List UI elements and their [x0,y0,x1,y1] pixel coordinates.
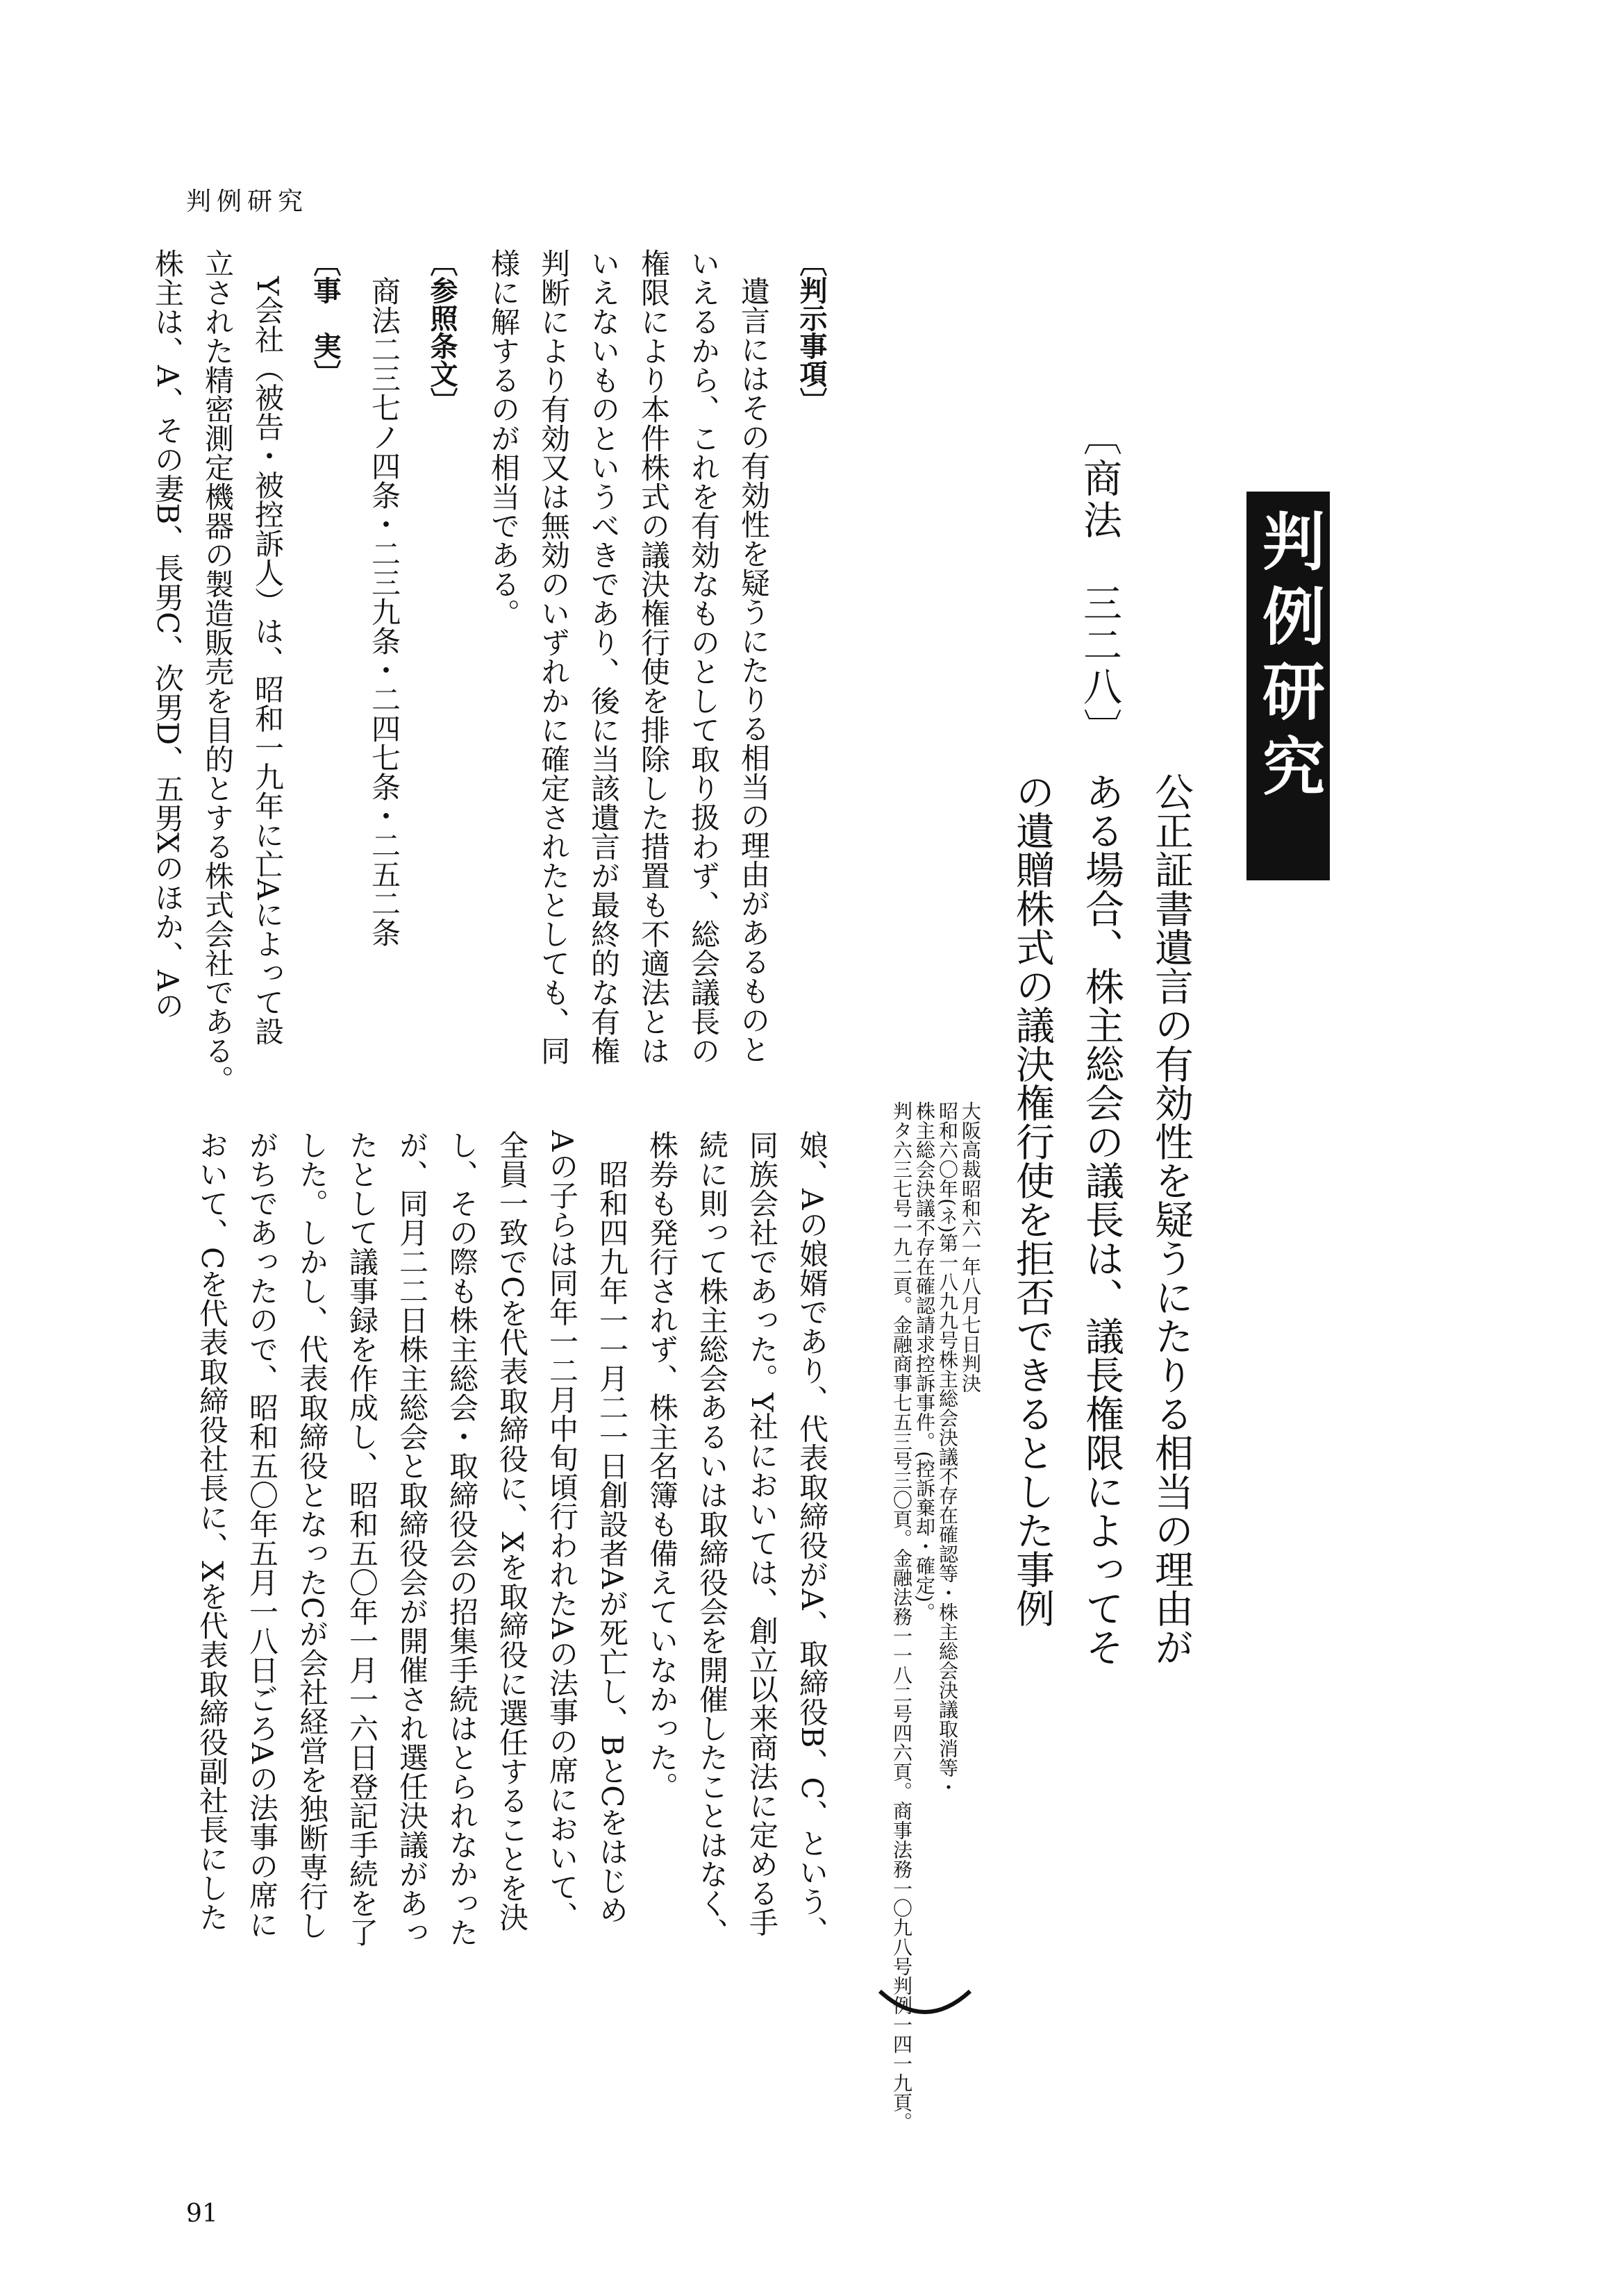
continuation-line-7: 全員一致でCを代表取締役に、Xを取締役に選任することを決 [495,1130,529,1932]
citation-line-4: 判タ六三七号一九二頁。金融商事七五三号三〇頁。金融法務一一八二号四六頁。商事法務一〇九八号判例一四一九頁。 [890,1101,913,2131]
continuation-line-12: がちであったので、昭和五〇年五月一八日ごろAの法事の席に [245,1130,279,1939]
continuation-line-8: し、その際も株主総会・取締役会の招集手続はとられなかった [445,1130,479,1947]
continuation-line-9: が、同月二二日株主総会と取締役会が開催され選任決議があっ [395,1130,429,1947]
page-number: 91 [186,2199,218,2228]
continuation-line-1: 娘、Aの娘婿であり、代表取締役がA、取締役B、C、という、 [795,1130,829,1945]
holding-line-3: 権限により本件株式の議決権行使を排除した措置も不適法とは [637,249,671,1065]
category-label: 〔商法 三二八〕 [1077,417,1122,750]
heading-statutes: 〔参照条文〕 [426,249,458,415]
title-box [1246,492,1330,880]
continuation-line-10: たとして議事録を作成し、昭和五〇年一月一六日登記手続を了 [345,1130,379,1947]
citation-line-3: 株主総会決議不存在確認請求控訴事件。(控訴棄却・確定)。 [913,1101,936,1622]
continuation-line-3: 続に則って株主総会あるいは取締役会を開催したことはなく、 [695,1130,729,1947]
continuation-line-4: 株券も発行されず、株主名簿も備えていなかった。 [645,1130,679,1801]
subject-line-1: 公正証書遺言の有効性を疑うにたりる相当の理由が [1149,772,1194,1666]
subject-line-2: ある場合、株主総会の議長は、議長権限によってそ [1079,772,1124,1666]
continuation-line-6: Aの子らは同年一二月中旬頃行われたAの法事の席において、 [545,1130,579,1931]
holding-line-1: 遺言にはその有効性を疑うにたりる相当の理由があるものと [737,276,771,1064]
holding-line-5: 判断により有効又は無効のいずれかに確定されたとしても、同 [537,249,571,1065]
statute-line: 商法二三七ノ四条・二三九条・二四七条・二五二条 [367,276,401,947]
holding-line-6: 様に解するのが相当である。 [487,249,521,628]
facts-line-3: 株主は、A、その妻B、長男C、次男D、五男Xのほか、Aの [151,249,185,1021]
citation-bracket [876,1984,974,2033]
running-head: 判例研究 [186,187,309,216]
citation-line-1: 大阪高裁昭和六一年八月七日判決 [959,1101,982,1393]
heading-holding: 〔判示事項〕 [795,249,827,415]
title-box-text: 判例研究 [1251,509,1324,809]
holding-line-4: いえないものというべきであり、後に当該遺言が最終的な有権 [587,249,621,1065]
continuation-line-11: した。しかし、代表取締役となったCが会社経営を独断専行し [295,1130,329,1941]
continuation-line-13: おいて、Cを代表取締役社長に、Xを代表取締役副社長にした [195,1130,229,1932]
continuation-line-5: 昭和四九年一一月二一日創設者Aが死亡し、BとCをはじめ [595,1159,629,1925]
continuation-line-2: 同族会社であった。Y社においては、創立以来商法に定める手 [745,1130,779,1937]
heading-facts: 〔事 実〕 [309,249,341,387]
facts-line-1: Y会社（被告・被控訴人）は、昭和一九年に亡Aによって設 [251,276,285,1046]
subject-line-3: の遺贈株式の議決権行使を拒否できるとした事例 [1010,772,1055,1627]
facts-line-2: 立された精密測定機器の製造販売を目的とする株式会社である。 [201,249,235,1094]
citation-line-2: 昭和六〇年(ネ)第一八九九号株主総会決議不存在確認等・株主総会決議取消等・ [936,1101,959,1797]
holding-line-2: いえるから、これを有効なものとして取り扱わず、総会議長の [687,249,721,1065]
